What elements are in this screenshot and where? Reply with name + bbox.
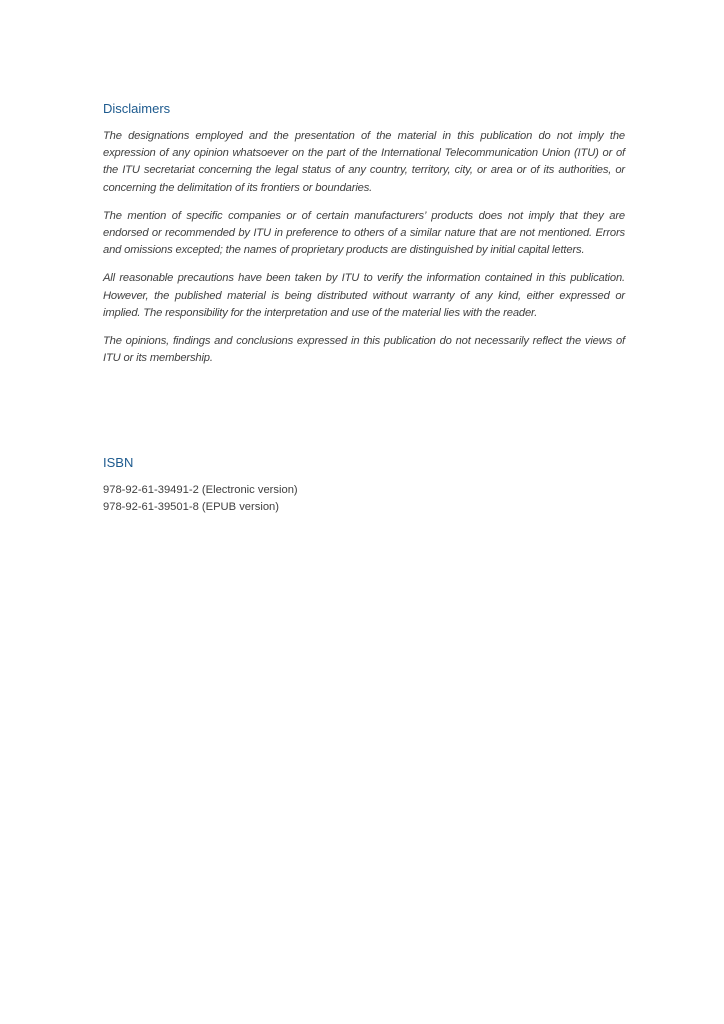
disclaimers-section [103, 100, 625, 378]
disclaimer-paragraph: The opinions, findings and conclusions expressed in this publication do not necessarily reflect the views of ITU or its membership. [103, 335, 625, 365]
isbn-electronic: 978-92-61-39491-2 (Electronic version) [103, 484, 298, 496]
disclaimer-paragraph: The mention of specific companies or of certain manufacturers’ products does not imply that they are endorsed or recommended by ITU in preference to others of a similar nature that are not mentioned. Errors and omissions excepted; the names of proprietary products are distinguished by initial capital letters. [103, 209, 625, 257]
disclaimers-heading: Disclaimers [103, 101, 171, 116]
isbn-epub: 978-92-61-39501-8 (EPUB version) [103, 501, 279, 514]
isbn-heading: ISBN [103, 455, 134, 470]
disclaimer-paragraph: All reasonable precautions have been taken by ITU to verify the information contained in this publication. However, the published material is being distributed without warranty of any kind, either expressed or implied. The responsibility for the interpretation and use of the material lies with the reader. [103, 272, 625, 319]
isbn-section [103, 454, 625, 516]
disclaimer-paragraph: The designations employed and the presentation of the material in this publication do not imply the expression of any opinion whatsoever on the part of the International Telecommunication Union (ITU) or of the ITU secretariat concerning the legal status of any country, territory, city, or area or of its authorities, or concerning the delimitation of its frontiers or boundaries. [103, 130, 625, 194]
